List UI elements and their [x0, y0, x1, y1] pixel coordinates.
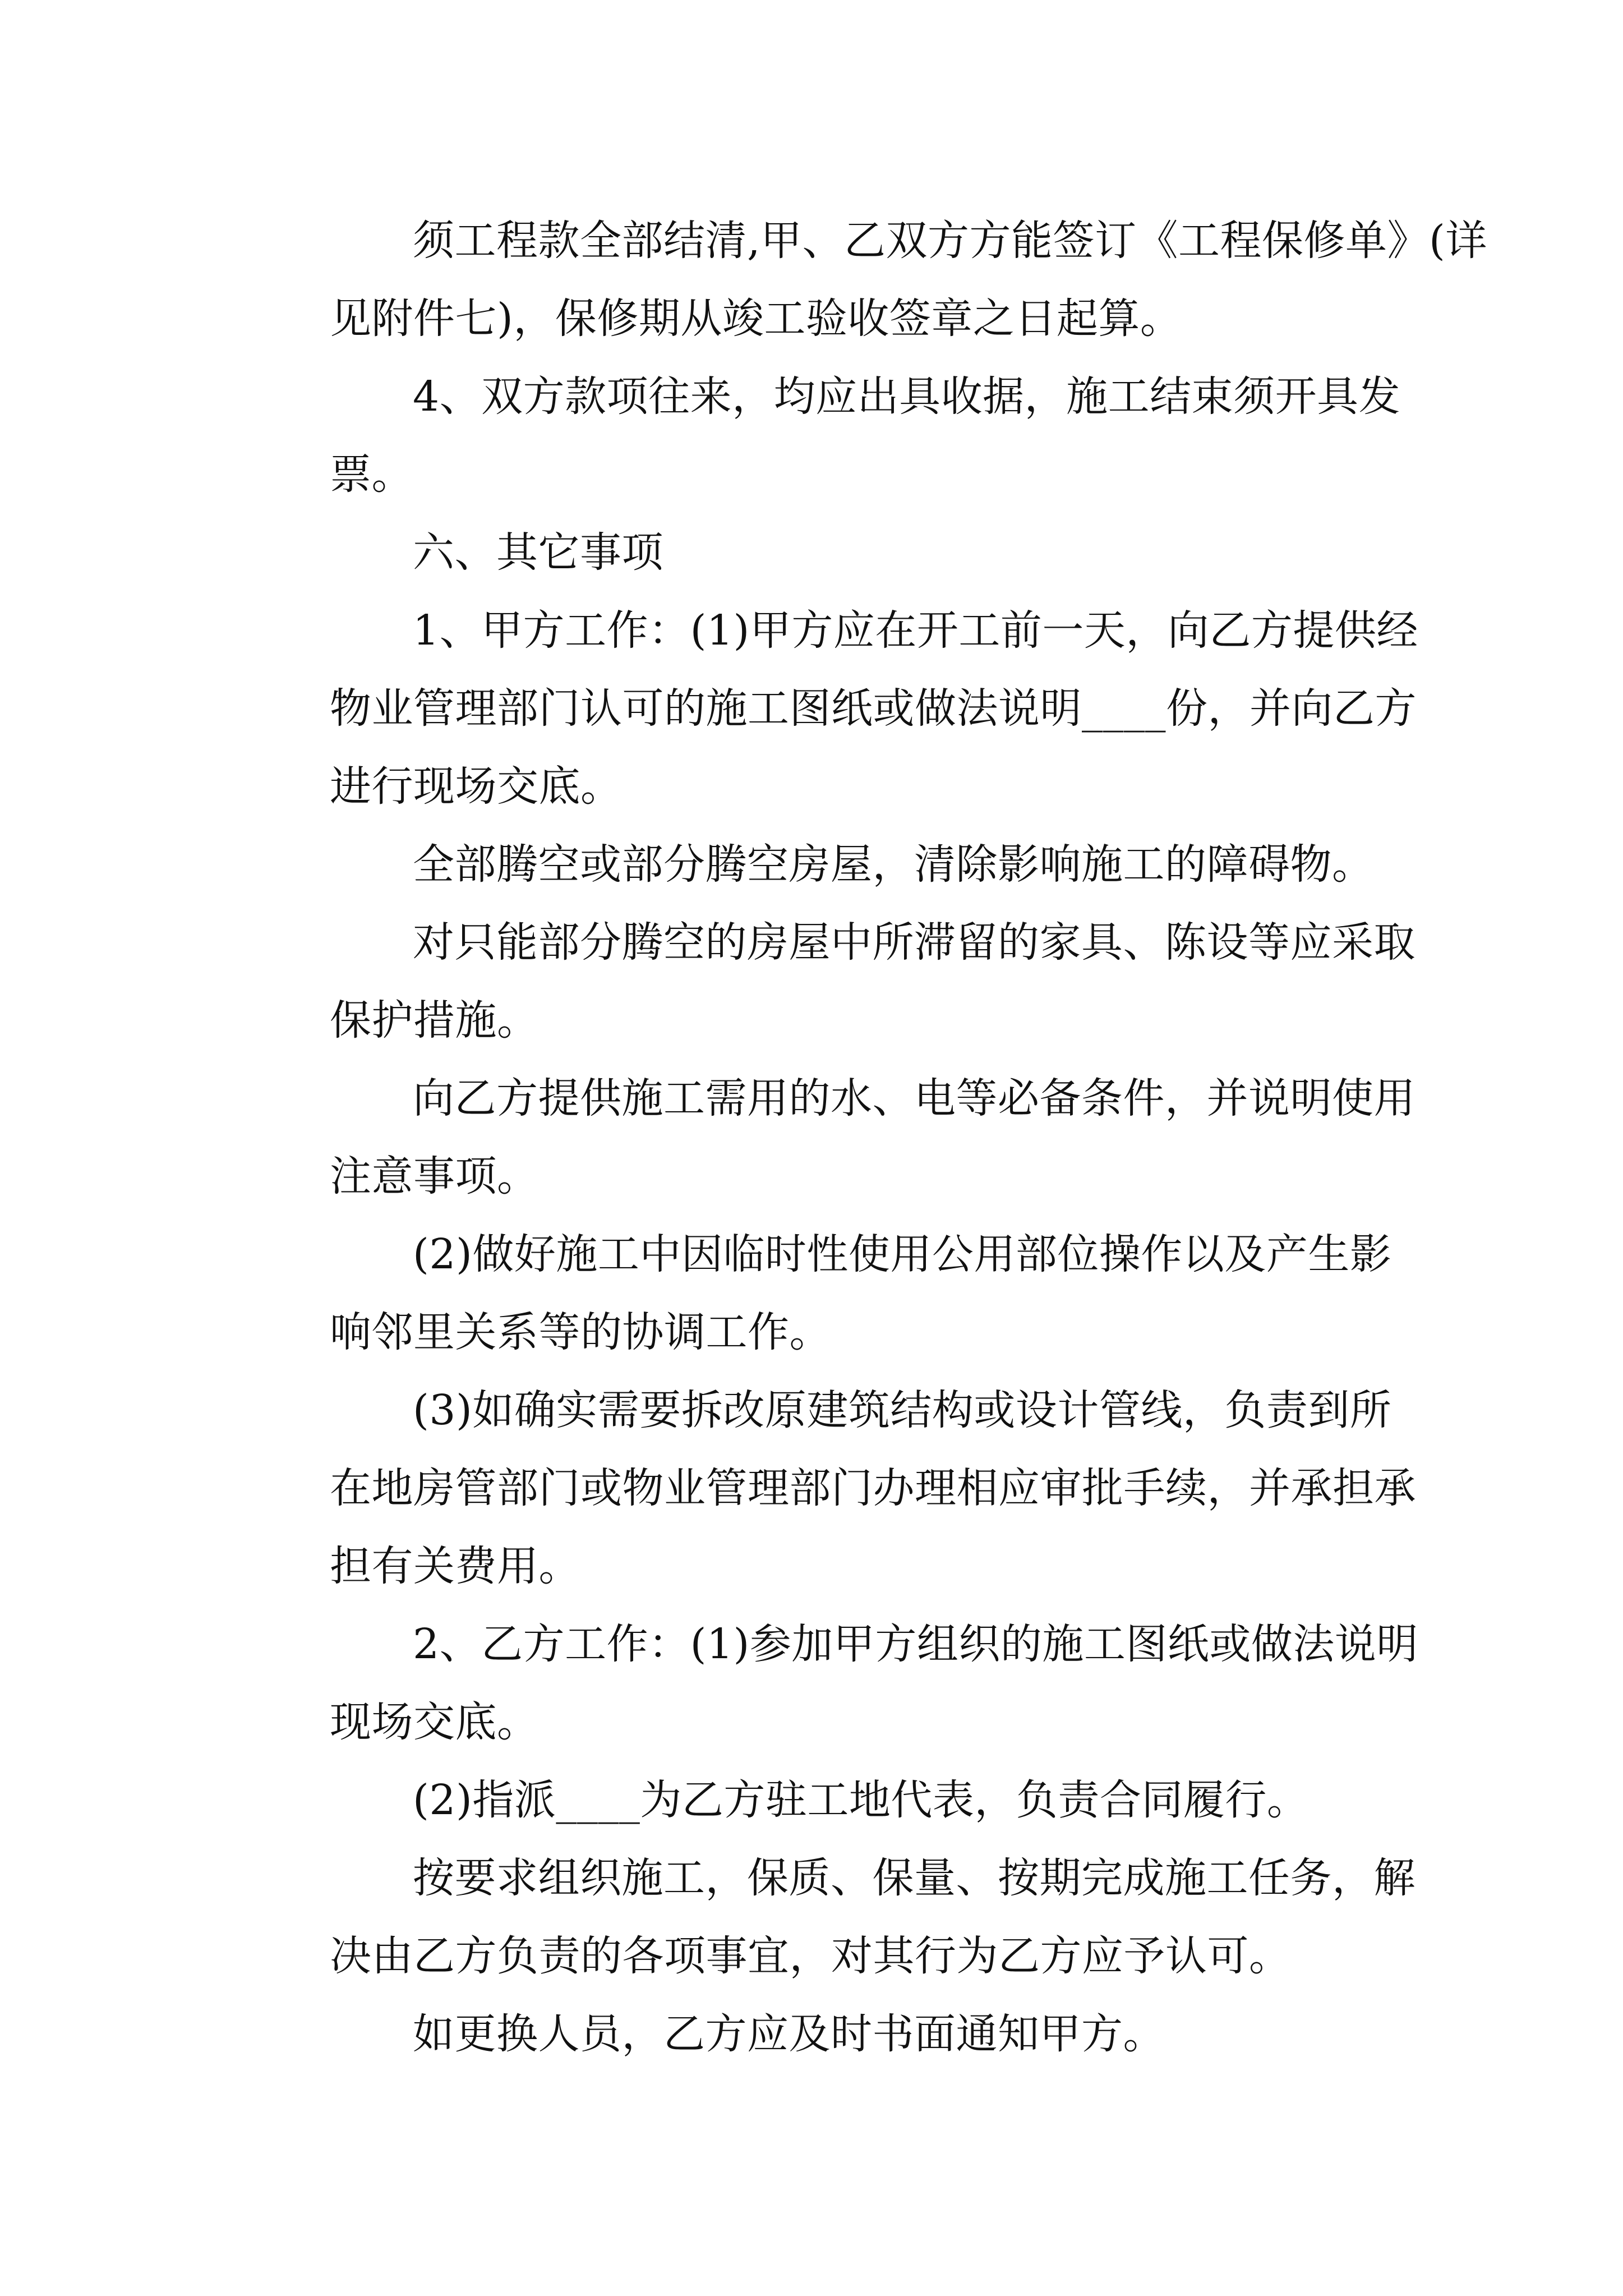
text-line: 进行现场交底。	[330, 762, 623, 811]
text-line: 向乙方提供施工需用的水、电等必备条件，并说明使用	[413, 1074, 1415, 1122]
text-line: 1、甲方工作：(1)甲方应在开工前一天，向乙方提供经	[413, 606, 1418, 655]
text-line: 票。	[330, 450, 413, 499]
text-line: 决由乙方负责的各项事宜，对其行为乙方应予认可。	[330, 1932, 1291, 1980]
paragraph	[247, 826, 1380, 904]
paragraph	[247, 202, 1487, 358]
text-line: 六、其它事项	[413, 528, 663, 577]
text-line: 注意事项。	[330, 1152, 539, 1200]
text-line: 响邻里关系等的协调工作。	[330, 1308, 831, 1356]
text-line: 全部腾空或部分腾空房屋，清除影响施工的障碍物。	[413, 840, 1374, 889]
paragraph	[247, 1372, 1416, 1605]
text-line: 对只能部分腾空的房屋中所滞留的家具、陈设等应采取	[413, 918, 1415, 967]
text-line: 须工程款全部结清,甲、乙双方方能签订《工程保修单》(详	[413, 217, 1487, 265]
text-line: 物业管理部门认可的施工图纸或做法说明____份，并向乙方	[330, 684, 1417, 733]
paragraph	[247, 904, 1415, 1060]
paragraph	[247, 1995, 1380, 2073]
text-line: 担有关费用。	[330, 1542, 580, 1590]
text-line: (3)如确实需要拆改原建筑结构或设计管线，负责到所	[413, 1386, 1392, 1434]
paragraph	[247, 592, 1418, 826]
paragraph	[247, 1839, 1415, 1995]
section-heading	[247, 514, 1380, 592]
paragraph	[247, 1605, 1418, 1761]
paragraph	[247, 358, 1401, 514]
text-line: 见附件七)，保修期从竣工验收签章之日起算。	[330, 295, 1182, 343]
paragraph	[247, 1761, 1380, 1839]
text-line: 在地房管部门或物业管理部门办理相应审批手续，并承担承	[330, 1464, 1416, 1512]
text-line: (2)指派____为乙方驻工地代表，负责合同履行。	[413, 1776, 1309, 1824]
text-line: 现场交底。	[330, 1698, 539, 1746]
text-line: 4、双方款项往来，均应出具收据，施工结束须开具发	[413, 372, 1401, 421]
text-line: (2)做好施工中因临时性使用公用部位操作以及产生影	[413, 1230, 1392, 1278]
text-line: 2、乙方工作：(1)参加甲方组织的施工图纸或做法说明	[413, 1620, 1418, 1668]
paragraph	[247, 1216, 1392, 1372]
document-body	[247, 202, 1487, 2073]
text-line: 保护措施。	[330, 996, 539, 1045]
text-line: 如更换人员，乙方应及时书面通知甲方。	[413, 2010, 1165, 2058]
text-line: 按要求组织施工，保质、保量、按期完成施工任务，解	[413, 1854, 1415, 1902]
paragraph	[247, 1060, 1415, 1216]
